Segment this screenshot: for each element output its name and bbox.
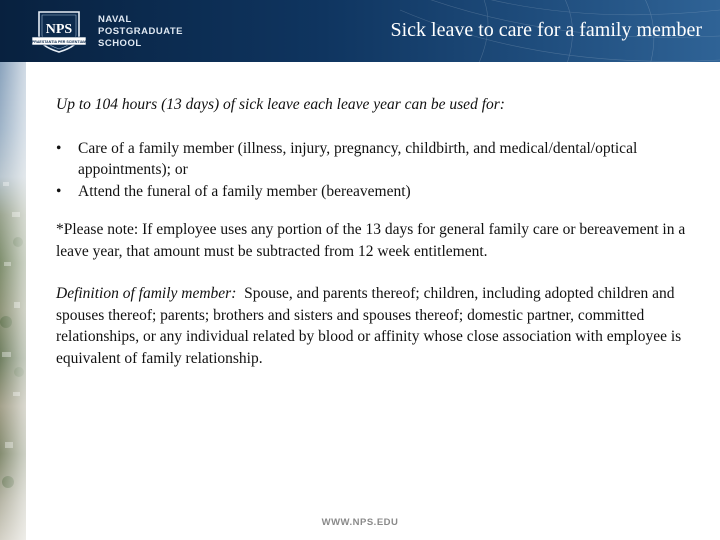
list-item	[56, 138, 696, 181]
note-text: *Please note: If employee uses any portion of the 13 days for general family care or bereavement in a leave year, that amount must be subtracted from 12 week entitlement.	[56, 221, 686, 260]
intro-text: Up to 104 hours (13 days) of sick leave each leave year can be used for:	[56, 96, 505, 113]
bullet-icon: •	[56, 139, 62, 157]
slide-title: Sick leave to care for a family member	[390, 19, 702, 41]
slide-body	[56, 94, 696, 369]
school-name-line: NAVAL	[98, 14, 132, 25]
list-item	[56, 181, 696, 203]
seal-banner-text: PRAESTANTIA PER SCIENTIAM	[31, 40, 87, 44]
bullet-text: Attend the funeral of a family member (bereavement)	[78, 182, 411, 200]
slide-header	[0, 0, 720, 62]
bullet-icon: •	[56, 182, 62, 200]
definition-text: Spouse, and parents thereof; children, including adopted children and spouses thereof; parents; brothers and sisters and spouses thereof; domestic partner, committed relationships, or any individual related by blood or affinity whose close association with employee is equivalent of family relationship.	[56, 285, 686, 367]
photo-fade-overlay	[0, 62, 46, 540]
footer-url: WWW.NPS.EDU	[321, 517, 399, 528]
bullet-text: Care of a family member (illness, injury, pregnancy, childbirth, and medical/dental/optical appointments); or	[78, 139, 638, 178]
definition-label: Definition of family member:	[56, 285, 237, 302]
seal-text: NPS	[45, 22, 73, 37]
definition-paragraph	[56, 283, 696, 369]
school-name-line: SCHOOL	[98, 38, 142, 49]
nps-seal-icon	[30, 8, 88, 54]
school-name-line: POSTGRADUATE	[98, 26, 183, 37]
bullet-list	[56, 138, 696, 203]
school-name	[98, 14, 183, 50]
